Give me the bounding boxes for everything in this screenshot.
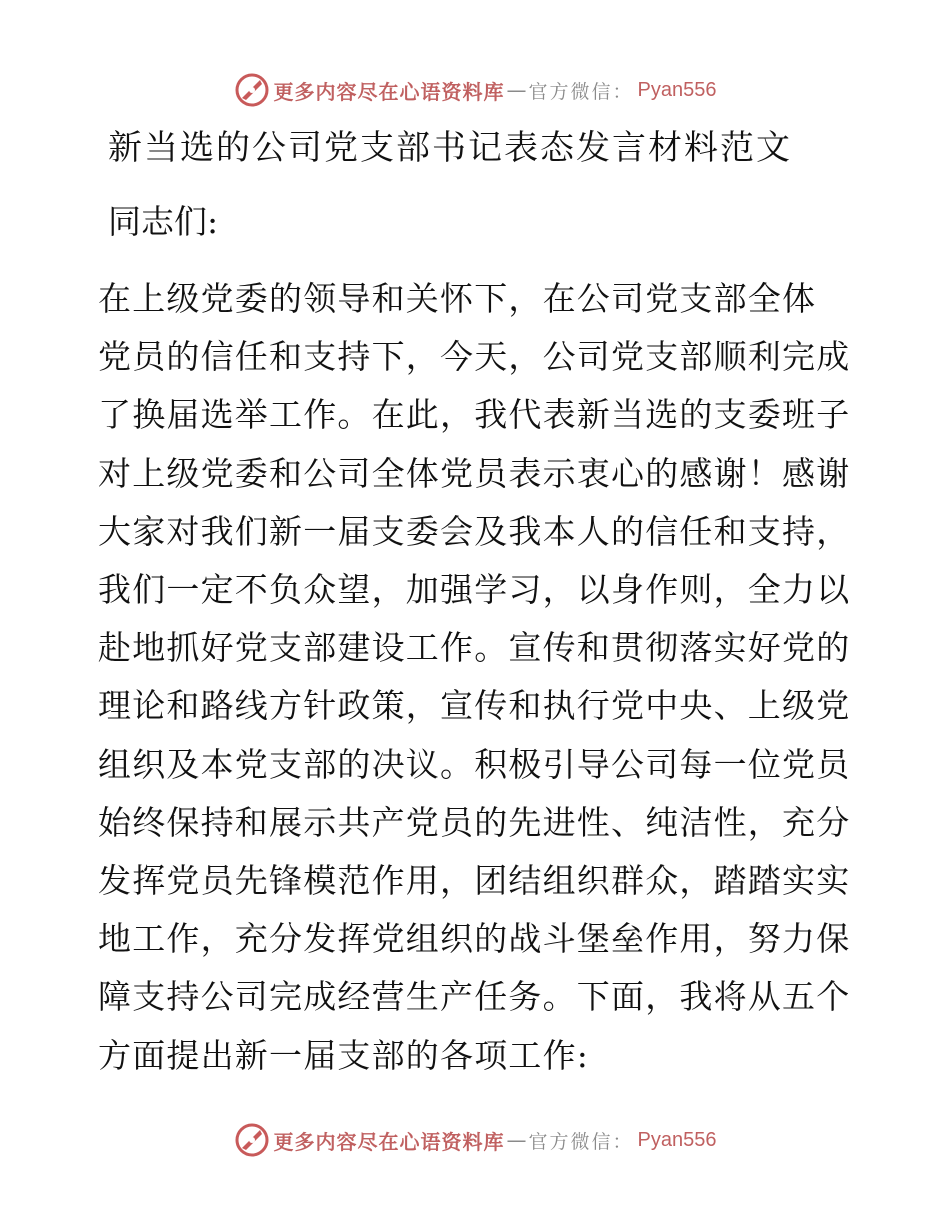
body-line: 在上级党委的领导和关怀下，在公司党支部全体 xyxy=(98,279,817,318)
body-line: 了换届选举工作。在此，我代表新当选的支委班子 xyxy=(98,395,851,435)
body-line: 发挥党员先锋模范作用，团结组织群众，踏踏实实 xyxy=(98,861,851,901)
watermark-wechat-id: Pyan556 xyxy=(637,1128,717,1151)
body-line: 组织及本党支部的决议。积极引导公司每一位党员 xyxy=(98,744,851,784)
header-watermark-banner xyxy=(0,70,950,110)
watermark-main-text: 更多内容尽在心语资料库 xyxy=(273,1129,505,1154)
body-line: 大家对我们新一届支委会及我本人的信任和支持， xyxy=(98,511,851,551)
quill-logo-icon xyxy=(234,1122,270,1158)
watermark-wechat-id: Pyan556 xyxy=(637,78,717,101)
watermark-separator: — xyxy=(506,1128,527,1152)
body-line: 障支持公司完成经营生产任务。下面，我将从五个 xyxy=(98,977,851,1017)
body-line: 地工作，充分发挥党组织的战斗堡垒作用，努力保 xyxy=(98,919,851,959)
watermark-wechat-label: 官方微信： xyxy=(528,80,634,103)
body-line: 党员的信任和支持下，今天，公司党支部顺利完成 xyxy=(98,337,851,377)
watermark-wechat-label: 官方微信： xyxy=(528,1130,634,1153)
document-body xyxy=(98,270,858,1085)
body-line: 理论和路线方针政策，宣传和执行党中央、上级党 xyxy=(98,686,851,726)
body-line: 始终保持和展示共产党员的先进性、纯洁性，充分 xyxy=(98,802,851,842)
document-salutation: 同志们: xyxy=(108,202,219,241)
document-title: 新当选的公司党支部书记表态发言材料范文 xyxy=(108,128,792,168)
watermark-separator: — xyxy=(506,78,527,102)
body-line: 赴地抓好党支部建设工作。宣传和贯彻落实好党的 xyxy=(98,628,851,668)
body-line: 对上级党委和公司全体党员表示衷心的感谢！感谢 xyxy=(98,453,851,493)
quill-logo-icon xyxy=(234,72,270,108)
body-line: 方面提出新一届支部的各项工作: xyxy=(98,1035,590,1075)
footer-watermark-banner xyxy=(0,1120,950,1160)
watermark-main-text: 更多内容尽在心语资料库 xyxy=(273,79,505,104)
body-line: 我们一定不负众望，加强学习，以身作则，全力以 xyxy=(98,570,851,610)
